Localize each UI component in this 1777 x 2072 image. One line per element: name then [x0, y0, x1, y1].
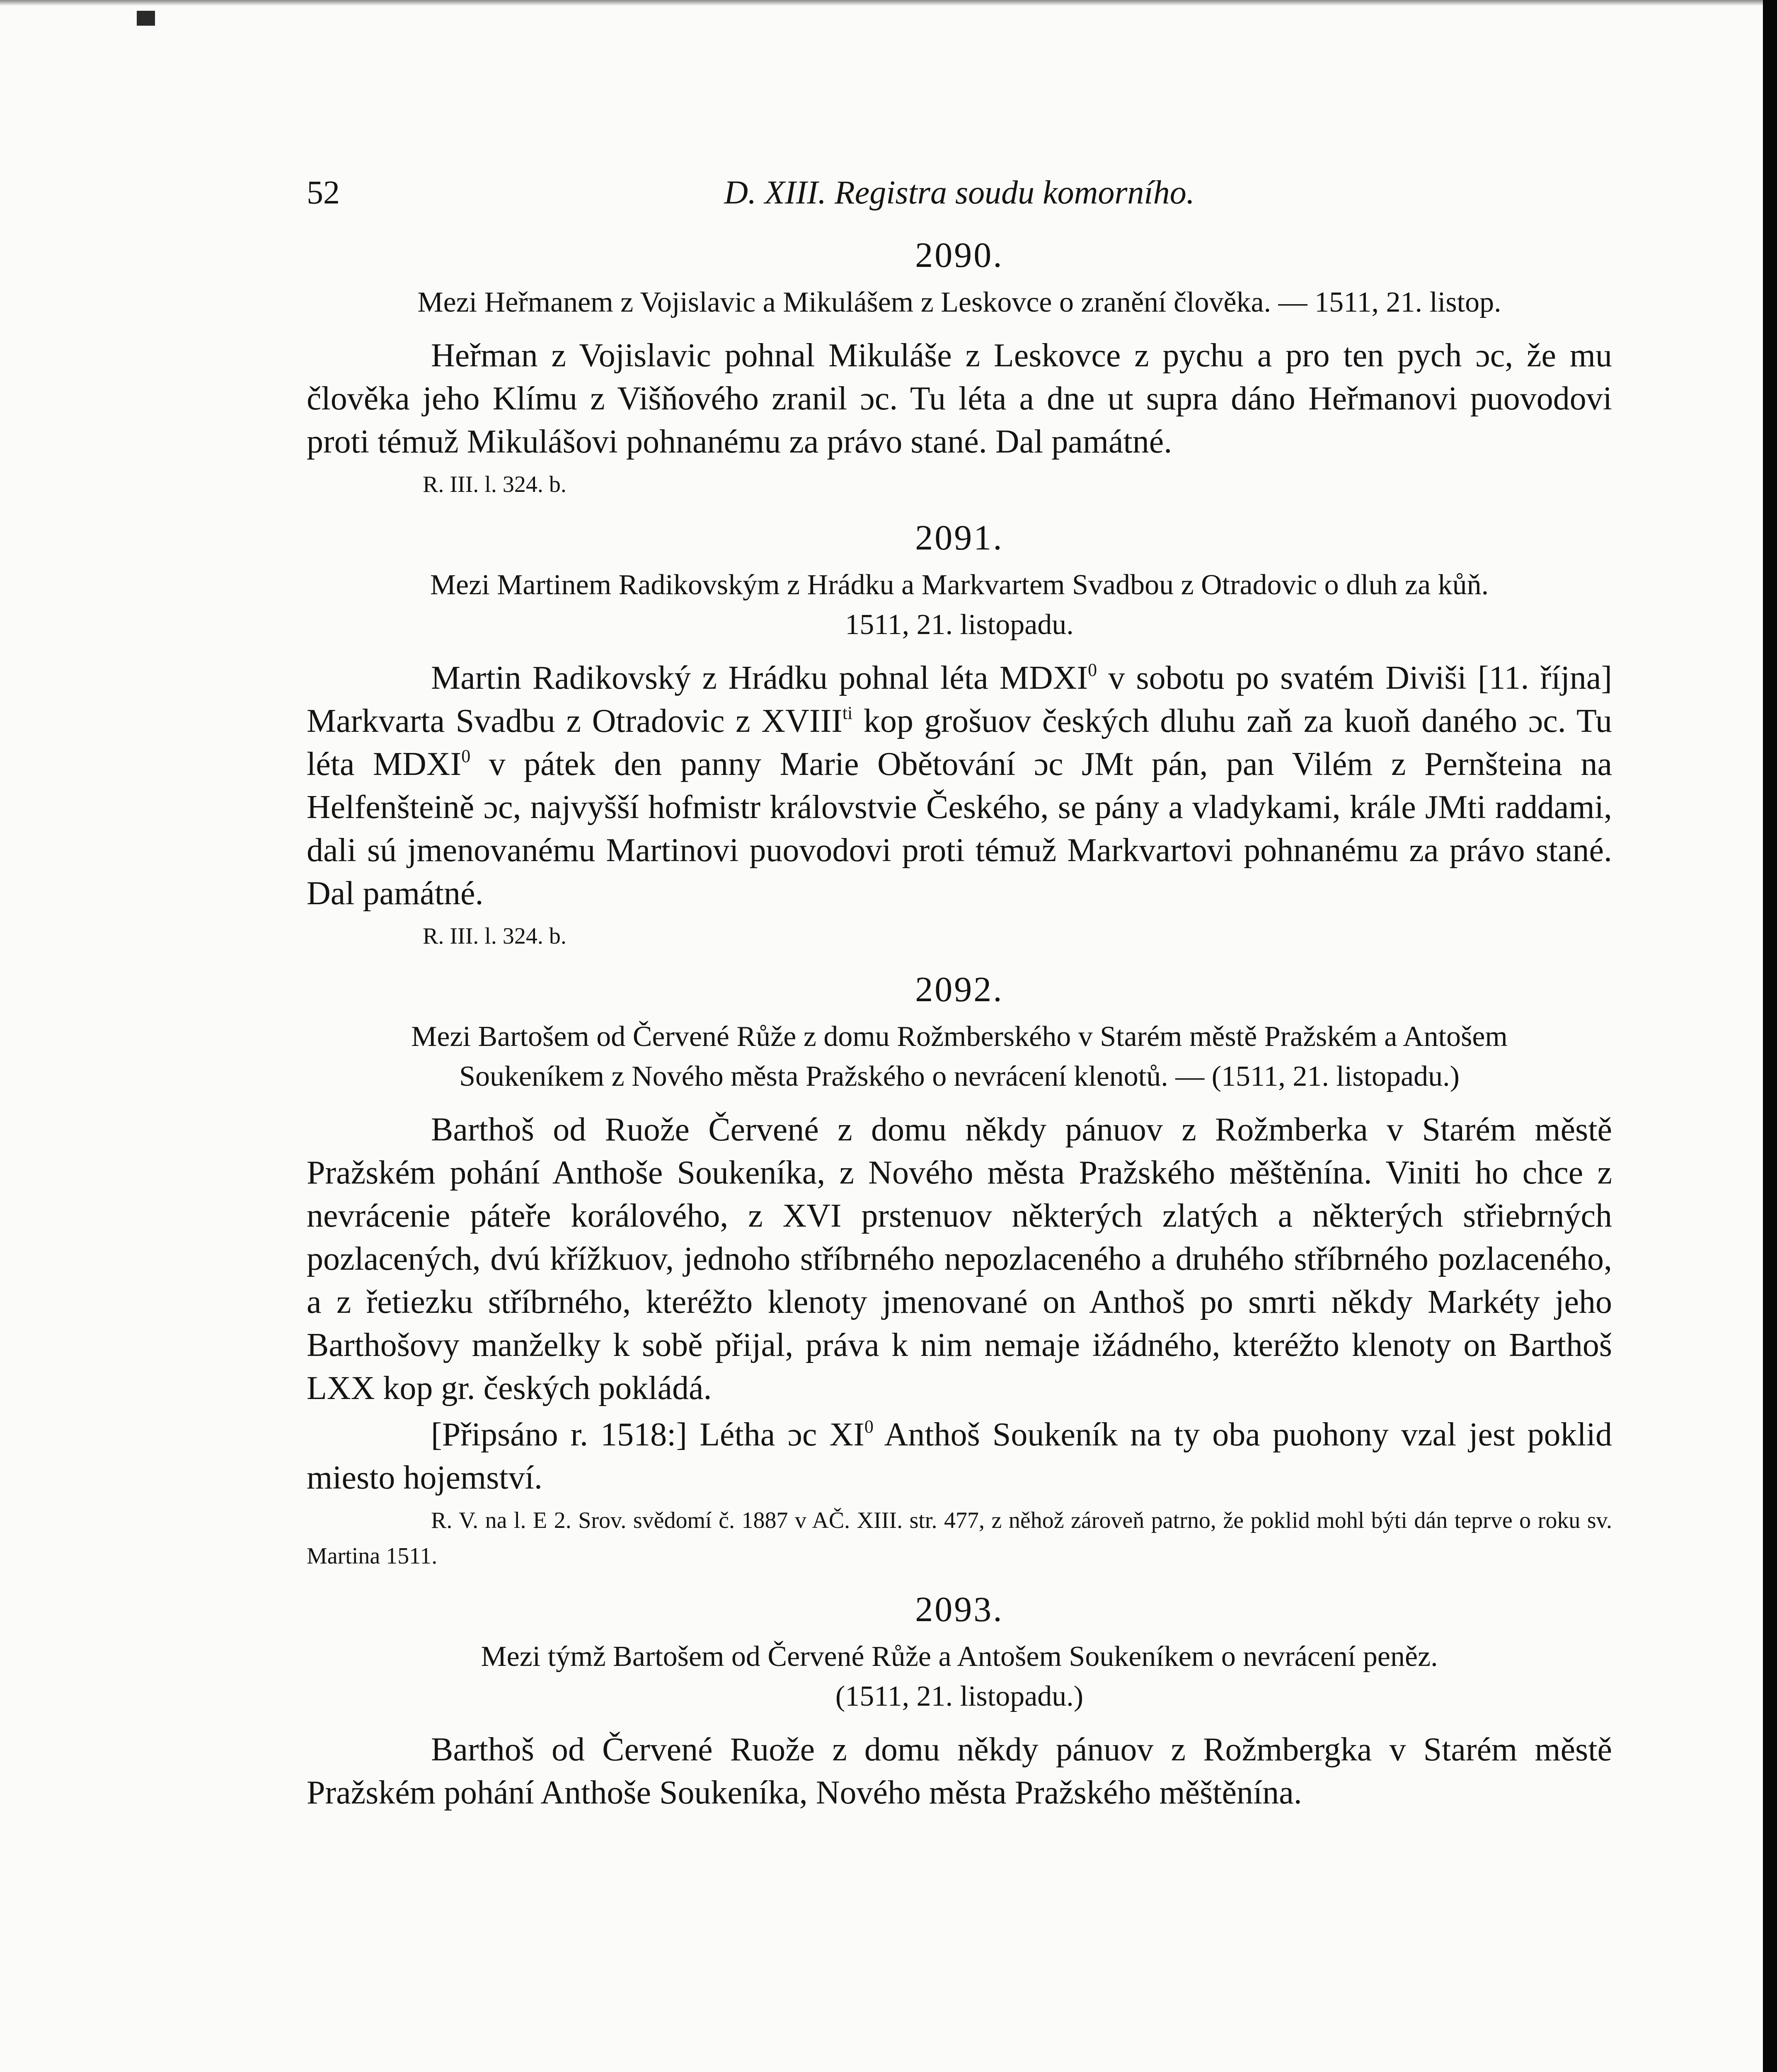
entry-summary — [307, 565, 1612, 645]
entry-paragraph: Barthoš od Ruože Červené z domu někdy pánuov z Rožmberka v Starém městě Pražském pohání Anthoše Soukeníka, z Nového města Pražského měštěnína. Viniti ho chce z nevrácenie páteře korálového, z XVI prstenuov některých zlatých a některých střiebrných pozlacených, dvú křížkuov, jednoho stříbrného nepozlaceného a druhého stříbrného pozlaceného, a z řetiezku stříbrného, kteréžto klenoty jmenované on Anthoš po smrti někdy Markéty jeho Barthošovy manželky k sobě přijal, práva k nim nemaje ižádného, kteréžto klenoty on Barthoš LXX kop gr. českých pokládá. — [307, 1111, 1612, 1406]
scan-right-border — [1763, 0, 1777, 2072]
entry-summary — [307, 1017, 1612, 1097]
paragraph-text: v pátek den panny Marie Obětování ɔc JMt pán, pan Vilém z Pernšteina na Helfenšteině ɔc, najvyšší hofmistr královstvie Českého, se pány a vladykami, krále JMti raddami, dali sú jmenovanému Martinovi puovodovi proti témuž Markvartovi pohnanému za právo stané. Dal památné. — [307, 746, 1612, 912]
source-reference: R. V. na l. E 2. Srov. svědomí č. 1887 v AČ. XIII. str. 477, z něhož zároveň patrno, že poklid mohl býti dán teprve o roku sv. Martina 1511. — [307, 1508, 1612, 1569]
paragraph-text: Martin Radikovský z Hrádku pohnal léta MDXI — [431, 660, 1088, 696]
source-reference: R. III. l. 324. b. — [423, 472, 567, 497]
entry-paragraph: Barthoš od Červené Ruože z domu někdy pánuov z Rožmbergka v Starém městě Pražském pohání Anthoše Soukeníka, Nového města Pražského měštěnína. — [307, 1731, 1612, 1811]
scan-top-shadow — [0, 0, 1777, 6]
summary-line: Mezi Martinem Radikovským z Hrádku a Markvartem Svadbou z Otradovic o dluh za kůň. — [430, 569, 1489, 601]
entry-number: 2091. — [915, 518, 1004, 557]
running-head — [307, 170, 1612, 220]
superscript: 0 — [461, 746, 471, 767]
entry-number: 2093. — [915, 1589, 1004, 1629]
paragraph-text: kop grošuov českých dluhu zaň za kuoň daného ɔc. Tu léta MDXI — [307, 703, 1612, 782]
entry-summary — [307, 1637, 1612, 1716]
entry-number: 2092. — [915, 969, 1004, 1009]
entry-paragraph: Heřman z Vojislavic pohnal Mikuláše z Leskovce z pychu a pro ten pych ɔc, že mu člověka jeho Klímu z Višňového zranil ɔc. Tu léta a dne ut supra dáno Heřmanovi puovodovi proti témuž Mikulášovi pohnanému za právo stané. Dal památné. — [307, 337, 1612, 460]
superscript: 0 — [864, 1416, 874, 1437]
entry-2092 — [307, 966, 1612, 1574]
addendum-paragraph — [307, 1413, 1612, 1499]
paragraph-text: v sobotu po svatém Diviši [11. října] Markvarta Svadbu z Otradovic z XVIII — [307, 660, 1612, 739]
summary-line: Mezi týmž Bartošem od Červené Růže a Antošem Soukeníkem o nevrácení peněz. — [481, 1641, 1438, 1673]
running-title: D. XIII. Registra soudu komorního. — [724, 174, 1195, 211]
paragraph-text: Anthoš Soukeník na ty oba puohony vzal jest poklid miesto hojemství. — [307, 1416, 1612, 1496]
scan-corner-mark — [137, 11, 155, 26]
entry-number: 2090. — [915, 235, 1004, 275]
superscript: 0 — [1088, 660, 1097, 680]
entry-paragraph — [307, 656, 1612, 915]
paragraph-text: [Připsáno r. 1518:] Létha ɔc XI — [431, 1416, 864, 1453]
summary-line: (1511, 21. listopadu.) — [835, 1680, 1084, 1712]
entry-2091 — [307, 515, 1612, 954]
summary-line: 1511, 21. listopadu. — [845, 609, 1074, 641]
superscript: ti — [842, 703, 853, 724]
entry-2093 — [307, 1586, 1612, 1814]
source-reference: R. III. l. 324. b. — [423, 923, 567, 949]
page-body — [307, 170, 1612, 1818]
entry-summary: Mezi Heřmanem z Vojislavic a Mikulášem z Leskovce o zranění člověka. — 1511, 21. listop. — [417, 286, 1501, 318]
summary-line: Mezi Bartošem od Červené Růže z domu Rožmberského v Starém městě Pražském a Antošem — [411, 1021, 1508, 1053]
summary-line: Soukeníkem z Nového města Pražského o nevrácení klenotů. — (1511, 21. listopadu.) — [459, 1060, 1460, 1092]
page-number: 52 — [307, 174, 340, 211]
entry-2090 — [307, 232, 1612, 502]
